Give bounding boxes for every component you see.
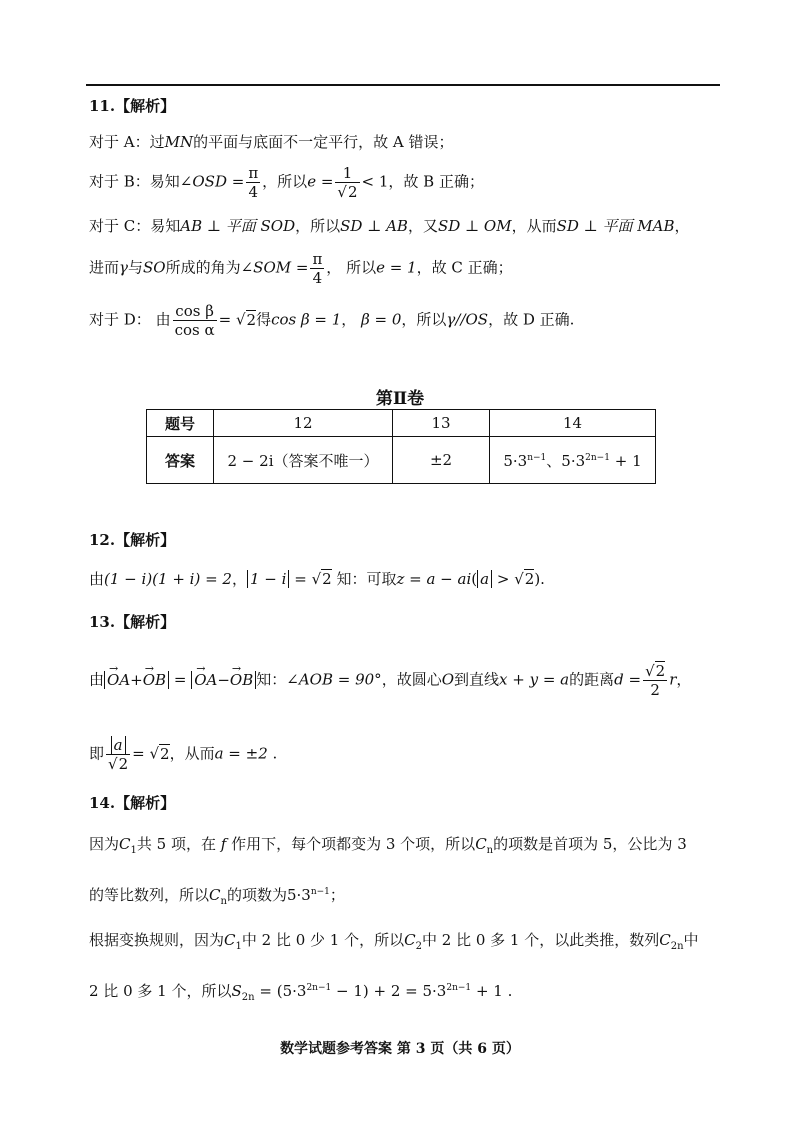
denominator: cos α <box>174 321 215 339</box>
text: . <box>540 570 545 588</box>
math: − 1) + 2 = 5·3 <box>336 982 447 1000</box>
text: 对于 C：易知 <box>89 217 181 235</box>
math: 5·3 <box>286 886 311 904</box>
text: 知： <box>256 670 287 689</box>
q13-line1 <box>89 662 691 699</box>
numerator: π <box>312 250 323 268</box>
math: β = 0 <box>361 310 402 329</box>
q11-option-c-line1 <box>89 216 690 236</box>
section-title: 第Ⅱ卷 <box>375 389 425 409</box>
text: ，所以 <box>262 172 308 191</box>
text: 与 <box>127 258 143 277</box>
page-footer: 数学试题参考答案 第 3 页（共 6 页） <box>280 1041 520 1057</box>
numerator: √2 <box>645 662 666 680</box>
text: ，故圆心 <box>381 670 442 689</box>
table-header-cell: 12 <box>214 410 393 437</box>
math: SO <box>143 258 166 277</box>
text: 中 <box>683 931 699 949</box>
text: ，又 <box>407 217 438 235</box>
q14-line3 <box>89 930 699 957</box>
math: C <box>475 835 487 853</box>
math: = <box>294 570 307 588</box>
math: C <box>404 931 416 949</box>
fraction <box>173 302 217 339</box>
subscript: 1 <box>130 845 137 856</box>
math: γ <box>119 258 128 277</box>
text: 所成的角为 <box>165 258 241 277</box>
text: 作用下，每个项都变为 3 个项，所以 <box>231 835 476 853</box>
exponent: 2n−1 <box>446 983 472 993</box>
math: ∠AOB = 90° <box>286 670 382 689</box>
math: = <box>132 744 145 763</box>
denominator: √2 <box>108 755 129 773</box>
denominator: 2 <box>650 681 660 699</box>
text: ，所以 <box>295 217 341 235</box>
vector: → OB <box>230 670 253 690</box>
math: S <box>231 982 242 1000</box>
radicand: 2 <box>160 744 170 763</box>
abs-value <box>477 570 492 588</box>
text: 进而 <box>89 258 120 277</box>
math: + <box>130 670 143 689</box>
text: . <box>272 744 278 763</box>
text: 共 5 项，在 <box>136 835 216 853</box>
math: (5·3 <box>276 982 307 1000</box>
q13-line2: 即 $\frac{a}{√2}$ = √2，从而a = ±2 . <box>89 736 278 773</box>
vector: → OA <box>107 670 130 690</box>
math: SD ⊥ AB <box>340 217 408 235</box>
math: + 1 . <box>475 982 513 1000</box>
subscript: 2n <box>670 941 684 952</box>
text: ； <box>329 886 345 904</box>
math: γ//OS <box>446 310 489 329</box>
table-header-cell: 14 <box>490 410 656 437</box>
text: ， <box>231 570 247 588</box>
radicand: 2 <box>524 570 535 588</box>
math: SD ⊥ OM <box>437 217 512 235</box>
math: = <box>173 670 187 689</box>
text: ， <box>674 217 690 235</box>
math: r <box>669 670 677 689</box>
vector: → OB <box>143 670 166 690</box>
radicand: 2 <box>347 183 358 201</box>
text: ，从而 <box>511 217 557 235</box>
math: MN <box>164 133 194 151</box>
math: O <box>441 670 455 689</box>
subscript: 2n <box>241 992 255 1003</box>
text: 知：可取 <box>336 570 397 588</box>
abs-value <box>191 671 256 689</box>
text: 得 <box>256 310 272 329</box>
radicand: 2 <box>322 570 332 588</box>
answer-table <box>146 409 656 484</box>
text: ，从而 <box>169 744 215 763</box>
math: x + y = a <box>499 670 570 689</box>
math: ∠SOM = <box>240 258 309 277</box>
text: 中 2 比 0 多 1 个，以此类推，数列 <box>421 931 660 949</box>
radicand: 2 <box>246 310 257 329</box>
math: ∠OSD = <box>179 172 245 191</box>
text: 因为 <box>89 835 120 853</box>
text: 对于 A：过 <box>89 133 165 151</box>
math: 5·3 <box>503 451 528 470</box>
math: cos β = 1 <box>271 310 342 329</box>
q14-line4 <box>89 978 512 1008</box>
exponent: n−1 <box>527 452 547 463</box>
text: 根据变换规则，因为 <box>89 931 225 949</box>
math: a <box>113 736 123 754</box>
math: d = <box>614 670 642 689</box>
exponent: n−1 <box>310 887 330 897</box>
text: ， 所以 <box>326 258 377 277</box>
table-header-row <box>147 410 656 437</box>
math: (1 − i)(1 + i) = 2 <box>104 570 232 588</box>
math: < 1 <box>361 172 389 191</box>
table-header-cell: 13 <box>393 410 490 437</box>
numerator: cos β <box>173 302 217 321</box>
numerator: π <box>248 164 259 182</box>
math: = <box>259 982 272 1000</box>
q13-heading: 13.【解析】 <box>89 613 176 631</box>
math: 、5·3 <box>546 451 586 470</box>
fraction <box>335 164 359 201</box>
fraction <box>310 250 324 287</box>
q11-option-b <box>89 164 484 201</box>
text: 对于 B：易知 <box>89 172 180 191</box>
math: C <box>209 886 221 904</box>
q11-option-a <box>89 132 453 152</box>
subscript: n <box>220 896 227 907</box>
vector: → OA <box>194 670 217 690</box>
q11-heading: 11.【解析】 <box>89 97 176 115</box>
q14-heading: 14.【解析】 <box>89 794 176 812</box>
text: 2 比 0 多 1 个，所以 <box>89 982 232 1000</box>
q14-line2 <box>89 882 345 912</box>
text: ，所以 <box>401 310 447 329</box>
text: ，故 C 正确； <box>416 258 513 277</box>
table-row-label: 答案 <box>147 437 214 484</box>
denominator: 4 <box>312 269 323 287</box>
table-cell: ±2 <box>393 437 490 484</box>
text: 由 <box>89 670 105 689</box>
text: 的项数为 <box>226 886 287 904</box>
text: ， <box>676 670 692 689</box>
text: 对于 D： 由 <box>89 310 171 329</box>
subscript: 2 <box>415 941 422 952</box>
radicand: 2 <box>655 662 666 680</box>
q14-line1 <box>89 834 687 861</box>
abs-value <box>104 671 169 689</box>
math: AB ⊥ 平面 SOD <box>180 217 296 235</box>
math: SD ⊥ 平面 MAB <box>556 217 675 235</box>
fraction <box>106 736 130 773</box>
math: z = a − ai <box>396 570 472 588</box>
math: 1 − i <box>249 570 287 588</box>
math: C <box>119 835 131 853</box>
table-row <box>147 437 656 484</box>
table-header-cell: 题号 <box>147 410 214 437</box>
math: a <box>480 570 490 588</box>
q12-body: 由(1 − i)(1 + i) = 2， 1 − i = √2 知：可取z = a − ai( a > √2). <box>89 570 545 588</box>
denominator: 4 <box>248 183 259 201</box>
math: C <box>659 931 671 949</box>
math: > <box>496 570 510 588</box>
text: 到直线 <box>454 670 500 689</box>
fraction <box>643 662 667 699</box>
top-rule <box>86 84 720 86</box>
subscript: n <box>486 845 494 856</box>
math: f <box>220 835 227 853</box>
exponent: 2n−1 <box>306 983 332 993</box>
text: ，故 B 正确； <box>388 172 484 191</box>
q11-option-d: 对于 D： 由 $\frac{\text{cos β}}{\text{cos α}}$ = √2得cos β = 1， β = 0，所以γ//OS，故 D 正确. <box>89 302 575 339</box>
numerator <box>106 736 130 755</box>
text: 的平面与底面不一定平行，故 A 错误； <box>193 133 454 151</box>
math: e = <box>307 172 334 191</box>
abs-value <box>111 736 126 754</box>
numerator: 1 <box>335 164 359 183</box>
q12-heading: 12.【解析】 <box>89 531 176 549</box>
math: a = ±2 <box>214 744 268 763</box>
abs-value <box>247 570 289 588</box>
math: + 1 <box>614 451 642 470</box>
fraction <box>246 164 260 201</box>
math: C <box>224 931 236 949</box>
table-cell <box>490 437 656 484</box>
exponent: 2n−1 <box>585 452 610 463</box>
text: 的项数是首项为 5，公比为 3 <box>493 835 687 853</box>
text: 的距离 <box>569 670 615 689</box>
table-cell: 2 − 2i（答案不唯一） <box>214 437 393 484</box>
text: 的等比数列，所以 <box>89 886 210 904</box>
math: e = 1 <box>376 258 417 277</box>
math: = <box>218 310 232 329</box>
text: 即 <box>89 744 105 763</box>
subscript: 1 <box>235 941 242 952</box>
text: 由 <box>89 570 105 588</box>
radicand: 2 <box>118 755 129 773</box>
text: 中 2 比 0 少 1 个，所以 <box>241 931 405 949</box>
denominator: √2 <box>337 183 358 201</box>
text: ，故 D 正确. <box>488 310 575 329</box>
q11-option-c-line2 <box>89 250 513 287</box>
math: − <box>217 670 230 689</box>
